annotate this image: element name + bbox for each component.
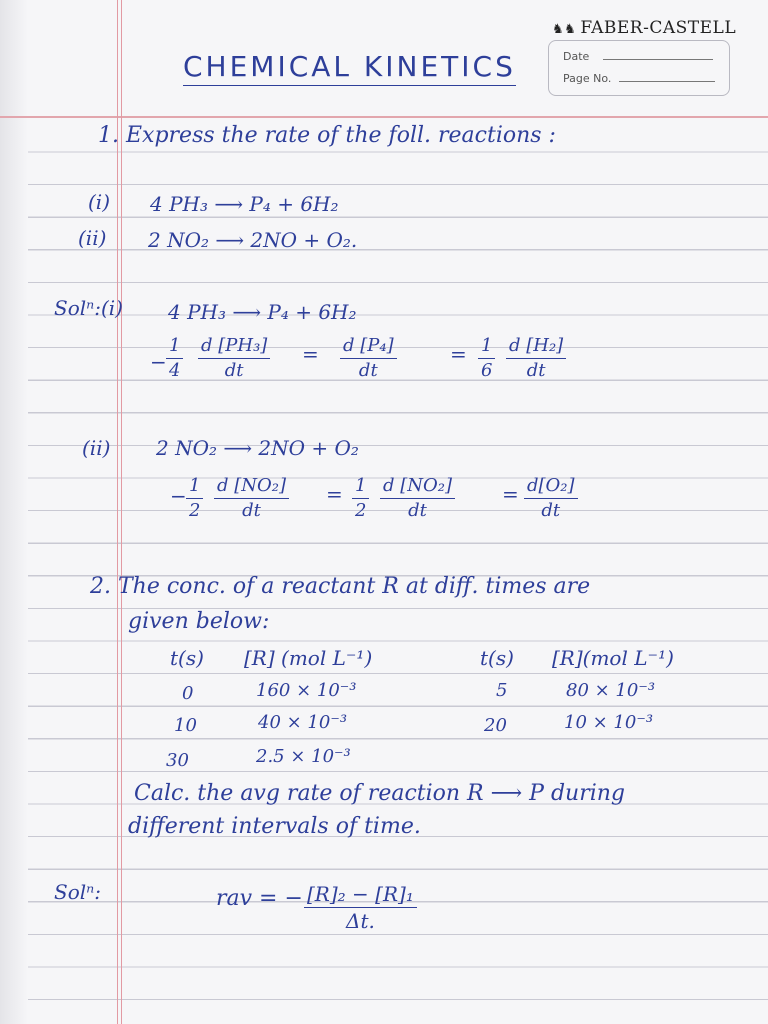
brand-name: FABER-CASTELL	[580, 18, 737, 38]
fraction-numerator: d [H₂]	[506, 336, 566, 359]
q1-prompt: 1. Express the rate of the foll. reactions :	[98, 123, 556, 148]
q1-reaction-2-label: (ii)	[78, 226, 107, 250]
fraction-numerator: d [PH₃]	[198, 336, 270, 359]
fraction-numerator: 1	[478, 336, 495, 359]
fraction-denominator: dt	[408, 499, 427, 521]
sol1-ii-term-1	[214, 476, 289, 521]
date-field	[563, 50, 713, 63]
sol1-label-ii: (ii)	[82, 436, 111, 460]
table-cell: 160 × 10⁻³	[256, 680, 357, 701]
table-cell: 2.5 × 10⁻³	[256, 746, 351, 767]
fraction-numerator: 1	[166, 336, 183, 359]
fraction-denominator: dt	[358, 359, 378, 381]
fraction-numerator: d [NO₂]	[214, 476, 289, 499]
minus-sign: −	[150, 350, 167, 374]
fraction-denominator: dt	[541, 499, 561, 521]
page-no-label: Page No.	[563, 72, 612, 85]
sol1-ii-coef-1	[186, 476, 203, 521]
sol1-reaction-i: 4 PH₃ ⟶ P₄ + 6H₂	[168, 300, 357, 324]
table-cell: 5	[496, 680, 508, 701]
fraction-numerator: d [NO₂]	[380, 476, 455, 499]
table-cell: 20	[484, 715, 507, 736]
fraction-numerator: 1	[186, 476, 203, 499]
fraction-numerator: 1	[352, 476, 369, 499]
table-cell: 10 × 10⁻³	[564, 712, 654, 733]
equals-sign: =	[326, 482, 343, 506]
table-cell: 0	[182, 683, 194, 704]
q1-reaction-1-label: (i)	[88, 190, 111, 214]
sol1-ii-term-2	[380, 476, 455, 521]
sol1-ii-coef-2	[352, 476, 369, 521]
equals-sign: =	[450, 342, 467, 366]
fraction-numerator: d [P₄]	[340, 336, 397, 359]
minus-sign: −	[170, 484, 187, 508]
fraction-denominator: 2	[355, 499, 367, 521]
fraction-denominator: 4	[169, 359, 181, 381]
table-cell: 30	[166, 750, 189, 771]
equals-sign: =	[502, 482, 519, 506]
fraction-denominator: dt	[526, 359, 546, 381]
sol1-ii-term-3	[524, 476, 578, 521]
sol1-term-3	[506, 336, 566, 381]
brand-logo	[552, 18, 736, 38]
fraction-numerator: d[O₂]	[524, 476, 578, 499]
date-box	[548, 40, 730, 96]
date-line	[603, 59, 713, 60]
page-title: CHEMICAL KINETICS	[183, 50, 516, 86]
table-cell: 40 × 10⁻³	[258, 712, 348, 733]
page-binding-shadow	[0, 0, 28, 1024]
top-margin-rule	[0, 116, 768, 118]
fraction-denominator: dt	[224, 359, 244, 381]
page-no-line	[619, 81, 715, 82]
fraction-denominator: Δt.	[346, 909, 375, 933]
fraction-denominator: dt	[242, 499, 261, 521]
fraction-numerator: [R]₂ − [R]₁	[304, 883, 417, 908]
fraction-denominator: 6	[481, 359, 493, 381]
knights-logo-icon: ♞♞	[552, 22, 577, 37]
equals-sign: =	[302, 342, 319, 366]
q1-reaction-1: 4 PH₃ ⟶ P₄ + 6H₂	[150, 192, 339, 216]
page-no-field	[563, 72, 715, 85]
sol1-term-1	[198, 336, 270, 381]
margin-line	[117, 0, 118, 1024]
sol2-fraction	[304, 883, 417, 933]
sol2-label: Solⁿ:	[54, 880, 101, 904]
q2-line-1: 2. The conc. of a reactant R at diff. times are	[90, 574, 591, 599]
margin-line	[121, 0, 122, 1024]
table-cell: 10	[174, 715, 197, 736]
sol1-term-2	[340, 336, 397, 381]
date-label: Date	[563, 50, 590, 63]
table-header-time-2: t(s)	[480, 646, 514, 670]
sol1-reaction-ii: 2 NO₂ ⟶ 2NO + O₂	[156, 436, 359, 460]
q2-line-3: Calc. the avg rate of reaction R ⟶ P during	[134, 781, 626, 806]
q2-line-2: given below:	[128, 609, 270, 634]
q2-line-4: different intervals of time.	[128, 814, 421, 839]
table-cell: 80 × 10⁻³	[566, 680, 656, 701]
fraction-denominator: 2	[189, 499, 201, 521]
sol1-coef-3	[478, 336, 495, 381]
table-header-conc-2: [R](mol L⁻¹)	[552, 646, 674, 670]
table-header-conc-1: [R] (mol L⁻¹)	[244, 646, 373, 670]
table-header-time-1: t(s)	[170, 646, 204, 670]
sol1-label: Solⁿ:(i)	[54, 296, 123, 320]
sol2-lhs: rav = −	[216, 886, 303, 911]
q1-reaction-2: 2 NO₂ ⟶ 2NO + O₂.	[148, 228, 358, 252]
sol1-coef-1	[166, 336, 183, 381]
